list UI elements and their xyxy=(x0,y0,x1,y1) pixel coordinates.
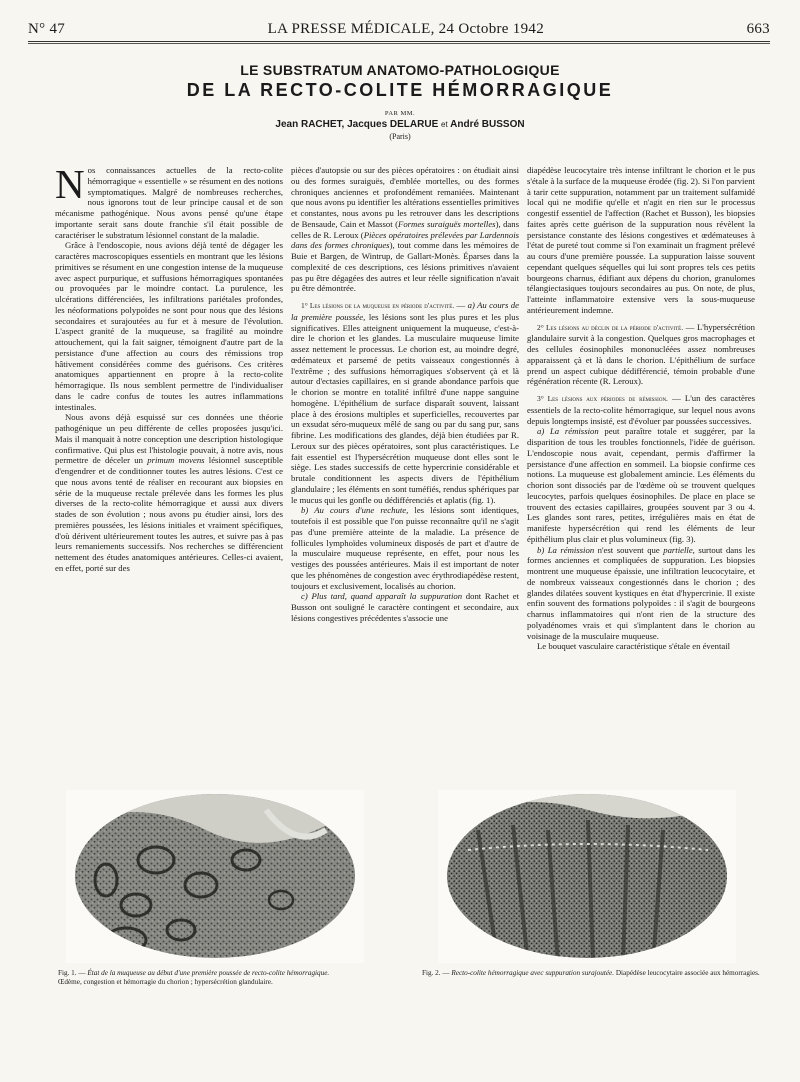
paragraph-remission-partial xyxy=(527,545,755,642)
figure-1-caption xyxy=(58,969,403,987)
issue-number: N° 47 xyxy=(28,21,66,37)
emphasis: Formes suraiguës mortelles xyxy=(398,218,496,229)
section-heading: 2° Les lésions au déclin de la période d'activité. xyxy=(537,322,684,332)
paragraph-text: Nous avons déjà esquissé sur ces données une théorie pathogénique un peu différente de celles proposées jusqu'ici. Mais il manquait à notre conception une description histologique confirmative. Qui plus est l'histologie pouvait, à notre avis, nous permettre de déceler un xyxy=(55,412,283,466)
emphasis: partielle xyxy=(663,544,693,555)
micrograph-2-image xyxy=(438,790,736,963)
paragraph-text: os connaissances actuelles de la recto-colite hémorragique « essentielle » se résument en des notions symptomatiques. Malgré de nombreuses recherches, nous ignorons tout de leur principe causal et de son mécanisme pathogénique. Nous avons pensé qu'une étape importante serait sans doute franchie s'il était possible de caractériser le substratum lésionnel constant de la maladie. xyxy=(55,165,283,240)
paragraph-text: les lésions sont identiques, toutefois il est possible que l'on puisse reconnaître qu'il ne s'agit pas d'une première atteinte de la maladie. La présence de follicules lymphoïdes volumineux disposés de part et d'autre de la musculaire muqueuse représente, en effet, pour nous les vestiges des poussées antérieures. Mais il est important de noter que les phénomènes de congestion avec érythrodiapédèse restent, toujours et exclusivement, localisés au chorion. xyxy=(291,505,519,591)
paragraph-endoscopy: Grâce à l'endoscopie, nous avions déjà tenté de dégager les caractères macroscopiques essentiels en montrant que les lésions primitives se résument en une congestion intense de la muqueuse avec aspect purpurique, et suffusions hémorragiques spontanées ou provoquées par le moindre contact. La purulence, les ulcérations différenciées, les infiltrations pariétales profondes, les néoformations polypoïdes ne sont pour nous que des lésions secondaires et surajoutées au fur et à mesure de l'évolution. L'aspect granité de la muqueuse, sa fragilité au moindre attouchement, qui la fait saigner, témoignent d'autre part de la persistance d'une affection au cours des rémissions trop hâtivement considérées comme des guérisons. Ces critères anatomiques appartiennent en propre à la recto-colite hémorragique. Ils nous semblent permettre de l'individualiser dans le cadre confus de toutes les autres inflammations intestinales. xyxy=(55,240,283,412)
paragraph-diapedesis: diapédèse leucocytaire très intense infiltrant le chorion et le pus s'étale à la surface de la muqueuse érodée (fig. 2). Si l'on parvient à tarir cette suppuration, notamment par un traitement sulfamidé local qui ne modifie qu'elle et n'agit en rien sur le processus congestif essentiel de l'affection (Rachet et Busson), les biopsies faites après cette guérison de la suppuration nous révèlent la persistance constante des lésions congestives et œdémateuses à l'état de pureté tout comme si l'on examinait un fragment prélevé au cours d'une première poussée. La suppuration laisse souvent cependant quelques séquelles qui lui sont propres tels ces petits bourgeons charnus, édifiant aux dépens du chorion, granulomes télangiectasiques toujours secondaires au pus. On note, de plus, l'atteinte inflammatoire extensive vers la sous-muqueuse antérieurement indemne. xyxy=(527,165,755,315)
author-name-2: André BUSSON xyxy=(450,119,525,130)
paragraph-vascular: Le bouquet vasculaire caractéristique s'étale en éventail xyxy=(537,641,731,652)
article-title-line1: LE SUBSTRATUM ANATOMO-PATHOLOGIQUE xyxy=(240,62,560,78)
paragraph-text: , surtout dans les formes anciennes et compliquées de suppuration. Les biopsies montrent une muqueuse épaissie, une infiltration leucocytaire, et de nombreux vaisseaux congestionnés dans le chorion ; des glandes dilatées souvent kystiques en état d'hypercrinie. Il existe enfin souvent des formations polypoïdes : il s'agit de bourgeons charnus inflammatoires qui n'ont rien de la structure des polyadénomes vrais et qui s'implantent dans le chorion au voisinage de la musculaire muqueuse. xyxy=(527,544,755,641)
caption-text: État de la muqueuse au début d'une première poussée de recto-colite hémorragique. xyxy=(87,969,330,977)
by-line: PAR MM. xyxy=(384,110,416,117)
paragraph-sources xyxy=(291,165,519,294)
section-1: 1° Les lésions de la muqueuse en période d'activité. — a) Au cours de la première poussée, les lésions sont les plus pures et les plus significatives. Elles atteignent uniquement la muqueuse, c'est-à-dire le chorion et les glandes. La musculaire muqueuse limite assez nettement le processus. Le chorion est, au moindre degré, œdémateux et parsemé de petits vaisseaux congestionnés à l'extrême ; des suffusions hémorragiques s'observent çà et là autour d'ectasies capillaires, en si grande abondance parfois que le chorion se montre en totalité infiltré d'une nappe sanguine homogène. L'épithélium de surface disparaît souvent, laissant place à des érosions multiples et superficielles, recouvertes par un exsudat séro-muqueux mêlé de sang ou par du sang pur, sans fibrine. Les modifications des glandes, déjà bien étudiées par R. Leroux sur des pièces opératoires, sont plus caractéristiques. Le fait essentiel est l'hypersécrétion muqueuse dont elles sont le siège. Les stades successifs de cette hypercrinie considérable et brutale conditionnent les aspects divers de l'épithélium glandulaire ; les éléments en sont tuméfiés, rendus sphériques par le mucus qui les gonfle ou dédifférenciés et aplatis (fig. 1). xyxy=(291,300,519,505)
page-number: 663 xyxy=(746,21,770,37)
paragraph-text: pièces d'autopsie ou sur des pièces opératoires : on étudiait ainsi ou des formes suraiguës, d'emblée mortelles, ou des formes chroniques anciennes et profondément remaniées. Maintenant que nous avons pu identifier les altérations essentielles primitives et constantes, nous avons pu les retrouver dans les descriptions de Bensaude, Cain et Massot ( xyxy=(291,165,519,229)
caption-text: Recto-colite hémorragique avec suppuration surajoutée. xyxy=(451,969,615,977)
article-title-line2: DE LA RECTO-COLITE HÉMORRAGIQUE xyxy=(186,80,614,100)
author-city: (Paris) xyxy=(389,132,411,141)
emphasis: primum movens xyxy=(147,455,205,466)
article-body xyxy=(55,165,755,768)
section-3: 3° Les lésions aux périodes de rémission. — L'un des caractères essentiels de la recto-colite hémorragique, sur lequel nous avons depuis longtemps insisté, est d'évoluer par poussées successives. xyxy=(527,393,755,426)
figure-label: Fig. 2. — xyxy=(422,969,450,977)
subsection-label: b) La rémission xyxy=(537,544,595,555)
paragraph-text: L'hypersécrétion glandulaire survit à la congestion. Quelques gros macrophages et des cellules éosinophiles mononucléées assez nombreuses apparaissent çà et là dans le chorion. L'épithélium de surface prend un aspect cubique dédifférencié, témoin probable d'une régénération récente (R. Leroux). xyxy=(527,321,755,387)
emphasis: Pièces opératoires prélevées par Lardennois dans des formes chroniques xyxy=(291,229,519,251)
caption-text-2: Diapédèse leucocytaire associée aux hémorragies. xyxy=(615,969,760,977)
paragraph-text: n'est souvent que xyxy=(594,544,664,555)
journal-title: LA PRESSE MÉDICALE, 24 Octobre 1942 xyxy=(267,21,544,37)
authors xyxy=(0,119,800,130)
header-rule xyxy=(28,41,770,42)
column-3 xyxy=(527,165,755,768)
figure-label: Fig. 1. — xyxy=(58,969,86,977)
header-rule-thin xyxy=(28,43,770,44)
section-heading: 3° Les lésions aux périodes de rémission. xyxy=(537,394,668,403)
column-2 xyxy=(291,165,519,768)
subsection-label: a) La rémission xyxy=(537,426,599,437)
micrograph-1-image xyxy=(66,790,364,963)
paragraph-text: lésionnel susceptible d'engendrer et de conditionner toutes les autres lésions. C'est ce que nous avons tenté de réaliser en recourant aux biopsies en série de la muqueuse rectale prélevée dans les formes les plus diverses de la recto-colite hémorragique et aussi aux divers stades de son évolution ; nous avons pu étudier ainsi, lors des premières poussées, les lésions initiales et vraiment spécifiques, d'où dérivent ultérieurement toutes les autres, et suivre pas à pas leurs remaniements successifs. Nos recherches se différencient nettement des études anatomiques antérieures. Celles-ci avaient, en effet, porté sur des xyxy=(55,455,283,573)
paragraph-text: ), dans celles de R. Leroux ( xyxy=(291,218,519,240)
paragraph-intro xyxy=(55,165,283,240)
column-1 xyxy=(55,165,283,768)
author-conjunction: et xyxy=(441,120,448,129)
drop-cap: N xyxy=(55,165,85,207)
paragraph-remission-total xyxy=(527,426,755,544)
section-2: 2° Les lésions au déclin de la période d'activité. — L'hypersécrétion glandulaire survit à la congestion. Quelques gros macrophages et des cellules éosinophiles mononucléées assez nombreuses apparaissent çà et là dans le chorion. L'épithélium de surface prend un aspect cubique dédifférencié, témoin probable d'une régénération récente (R. Leroux). xyxy=(527,321,755,387)
paragraph-text: ), tout comme dans les mémoires de Buie et Bargen, de Wintrup, de Gallart-Monès. Éparses dans la complexité de ces descriptions, ces lésions primitives n'avaient pas pu être dégagées des autres et leur réelle signification n'avait pu être démontrée. xyxy=(291,240,519,294)
paragraph-text: L'un des caractères essentiels de la recto-colite hémorragique, sur lequel nous avons depuis longtemps insisté, est d'évoluer par poussées successives. xyxy=(527,393,755,426)
subsection-label: b) Au cours d'une rechute, xyxy=(301,505,409,516)
subsection-label: a) Au cours de la première poussée, xyxy=(291,300,519,322)
figure-2-micrograph xyxy=(438,790,736,963)
caption-text-2: Œdème, congestion et hémorragie du chorion ; hypersécrétion glandulaire. xyxy=(58,978,273,986)
figure-1-micrograph xyxy=(66,790,364,963)
paragraph-text: les lésions sont les plus pures et les plus significatives. Elles atteignent uniquement la muqueuse, c'est-à-dire le chorion et les glandes. La musculaire muqueuse limite assez nettement le processus. Le chorion est, au moindre degré, œdémateux et parsemé de petits vaisseaux congestionnés à l'extrême ; des suffusions hémorragiques s'observent çà et là autour d'ectasies capillaires, en si grande abondance parfois que le chorion se montre en totalité infiltré d'une nappe sanguine homogène. L'épithélium de surface disparaît souvent, laissant place à des érosions multiples et superficielles, recouvertes par un exsudat séro-muqueux mêlé de sang ou par du sang pur, sans fibrine. Les modifications des glandes, déjà bien étudiées par R. Leroux sur des pièces opératoires, sont plus caractéristiques. Le fait essentiel est l'hypersécrétion muqueuse dont elles sont le siège. Les stades successifs de cette hypercrinie considérable et brutale conditionnent les aspects divers de l'épithélium glandulaire ; les éléments en sont tuméfiés, rendus sphériques par le mucus qui les gonfle ou dédifférenciés et aplatis (fig. 1). xyxy=(291,311,519,505)
subsection-label: c) Plus tard, quand apparaît la suppuration xyxy=(301,591,463,602)
article-title-block xyxy=(0,62,800,141)
paragraph-suppuration xyxy=(291,591,519,623)
paragraph-relapse xyxy=(291,505,519,591)
author-names-1: Jean RACHET, Jacques DELARUE xyxy=(275,119,439,130)
running-header xyxy=(28,14,770,38)
paragraph-text: peut paraître totale et suggérer, par la disparition de tous les troubles fonctionnels, l'idée de guérison. L'endoscopie nous avait, cependant, permis d'affirmer la persistance d'une affection en sommeil. La biopsie confirme ces notions. La muqueuse est globalement amincie. Les éléments du chorion sont dissociés par de l'œdème où se trouvent quelques leucocytes, parfois quelques éosinophiles. De place en place se trouvent des ectasies capillaires, groupées souvent par 3 ou 4. Les glandes sont rares, petites, irrégulières mais en état de manifeste hypersécrétion qui rend les éléments de leur épithélium plus clair et plus volumineux (fig. 3). xyxy=(527,426,755,544)
paragraph-text: dont Rachet et Busson ont souligné le caractère contingent et secondaire, aux lésions congestives précédentes s'associe une xyxy=(291,591,519,623)
figure-2-caption xyxy=(422,969,762,978)
section-heading: 1° Les lésions de la muqueuse en période d'activité. xyxy=(301,301,455,310)
paragraph-theory xyxy=(55,412,283,573)
